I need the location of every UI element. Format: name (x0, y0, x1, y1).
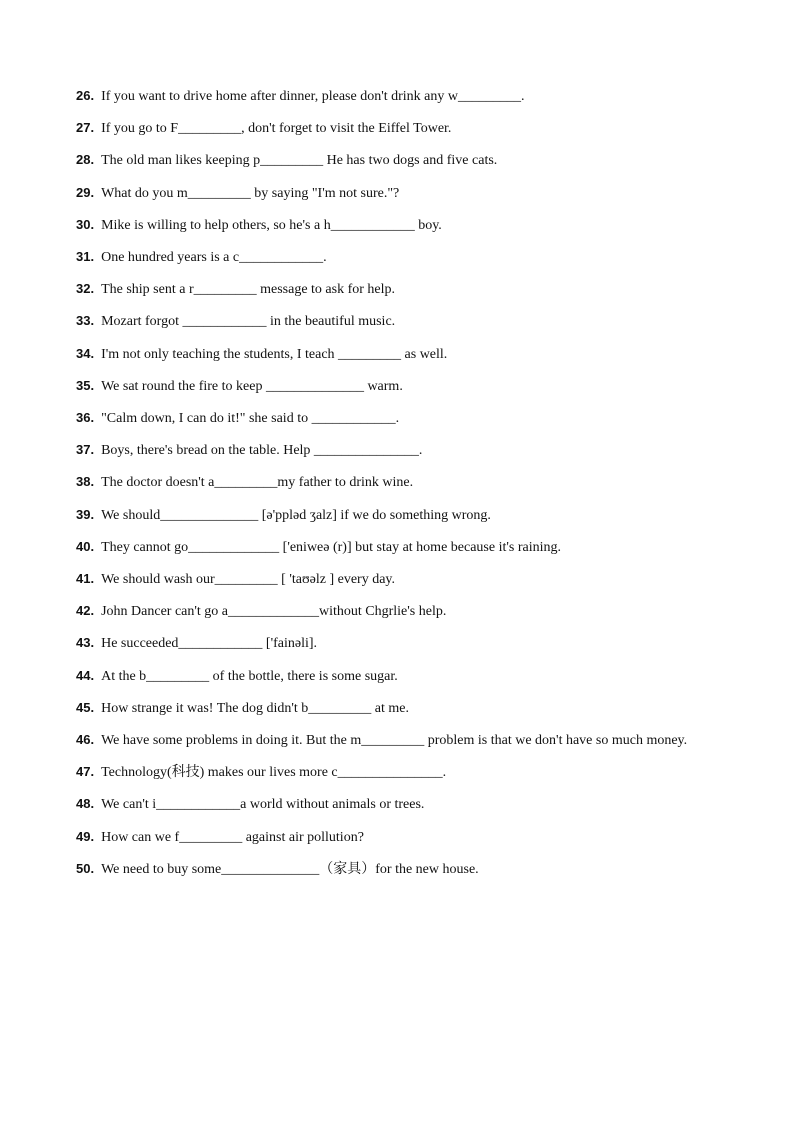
question-text: We should______________ [ə'ppləd ʒalz] if we do something wrong. (101, 507, 491, 523)
question-number: 46. (76, 732, 95, 748)
question-item (76, 756, 716, 788)
question-text: The old man likes keeping p_________ He has two dogs and five cats. (101, 153, 498, 169)
question-text: We need to buy some______________（家具）for the new house. (101, 861, 479, 877)
question-text: At the b_________ of the bottle, there is some sugar. (101, 668, 398, 684)
question-item (76, 853, 716, 885)
question-text: If you go to F_________, don't forget to visit the Eiffel Tower. (101, 121, 452, 137)
question-number: 48. (76, 796, 95, 812)
question-list (76, 80, 716, 885)
question-text: I'm not only teaching the students, I teach _________ as well. (101, 346, 448, 362)
question-text: He succeeded____________ ['fainəli]. (101, 636, 318, 652)
question-number: 26. (76, 88, 95, 103)
question-item (76, 531, 716, 563)
question-item (76, 627, 716, 659)
question-item (76, 466, 716, 498)
question-number: 40. (76, 538, 95, 554)
question-text: How strange it was! The dog didn't b_________ at me. (101, 700, 409, 716)
question-item (76, 273, 716, 305)
question-item (76, 177, 716, 209)
question-item (76, 563, 716, 595)
question-text: How can we f_________ against air pollution? (101, 829, 364, 845)
question-item (76, 241, 716, 273)
question-item (76, 434, 716, 466)
question-number: 42. (76, 603, 95, 619)
question-text: Mozart forgot ____________ in the beautiful music. (101, 314, 396, 330)
question-number: 49. (76, 828, 95, 844)
question-number: 29. (76, 184, 95, 200)
question-number: 47. (76, 764, 95, 780)
question-text: What do you m_________ by saying "I'm not sure."? (101, 185, 400, 201)
question-text: The doctor doesn't a_________my father to drink wine. (101, 475, 414, 491)
question-text: We should wash our_________ [ 'taʊəlz ] every day. (101, 572, 396, 588)
question-number: 35. (76, 377, 95, 393)
question-number: 39. (76, 506, 95, 522)
question-item (76, 144, 716, 176)
question-item (76, 499, 716, 531)
question-number: 36. (76, 410, 95, 426)
question-number: 28. (76, 152, 95, 168)
question-item (76, 80, 716, 112)
question-number: 37. (76, 442, 95, 458)
question-item (76, 821, 716, 853)
question-number: 33. (76, 313, 95, 329)
question-item (76, 402, 716, 434)
question-text: They cannot go_____________ ['eniweə (r)] but stay at home because it's raining. (101, 539, 561, 555)
question-number: 38. (76, 474, 95, 490)
question-number: 45. (76, 699, 95, 715)
question-text: We can't i____________a world without animals or trees. (101, 797, 425, 813)
question-text: If you want to drive home after dinner, please don't drink any w_________. (101, 89, 525, 104)
question-item (76, 112, 716, 144)
question-text: One hundred years is a c____________. (101, 250, 327, 266)
question-number: 34. (76, 345, 95, 361)
question-item (76, 305, 716, 337)
question-item (76, 788, 716, 820)
question-text: John Dancer can't go a_____________without Chgrlie's help. (101, 604, 447, 620)
question-number: 44. (76, 667, 95, 683)
question-item (76, 370, 716, 402)
question-number: 41. (76, 571, 95, 587)
question-item (76, 338, 716, 370)
question-text: Technology(科技) makes our lives more c_______________. (101, 765, 447, 781)
question-item (76, 595, 716, 627)
question-number: 31. (76, 249, 95, 265)
question-item (76, 209, 716, 241)
question-number: 27. (76, 120, 95, 136)
question-number: 43. (76, 635, 95, 651)
question-text: We have some problems in doing it. But the m_________ problem is that we don't have so much money. (101, 733, 688, 749)
question-text: Boys, there's bread on the table. Help _______________. (101, 443, 423, 459)
question-text: "Calm down, I can do it!" she said to ____________. (101, 411, 400, 427)
question-text: The ship sent a r_________ message to ask for help. (101, 282, 396, 298)
question-text: Mike is willing to help others, so he's a h____________ boy. (101, 217, 442, 233)
question-number: 30. (76, 216, 95, 232)
question-item (76, 692, 716, 724)
question-number: 32. (76, 281, 95, 297)
question-item (76, 724, 716, 756)
question-item (76, 660, 716, 692)
question-text: We sat round the fire to keep ______________ warm. (101, 378, 403, 394)
question-number: 50. (76, 860, 95, 876)
